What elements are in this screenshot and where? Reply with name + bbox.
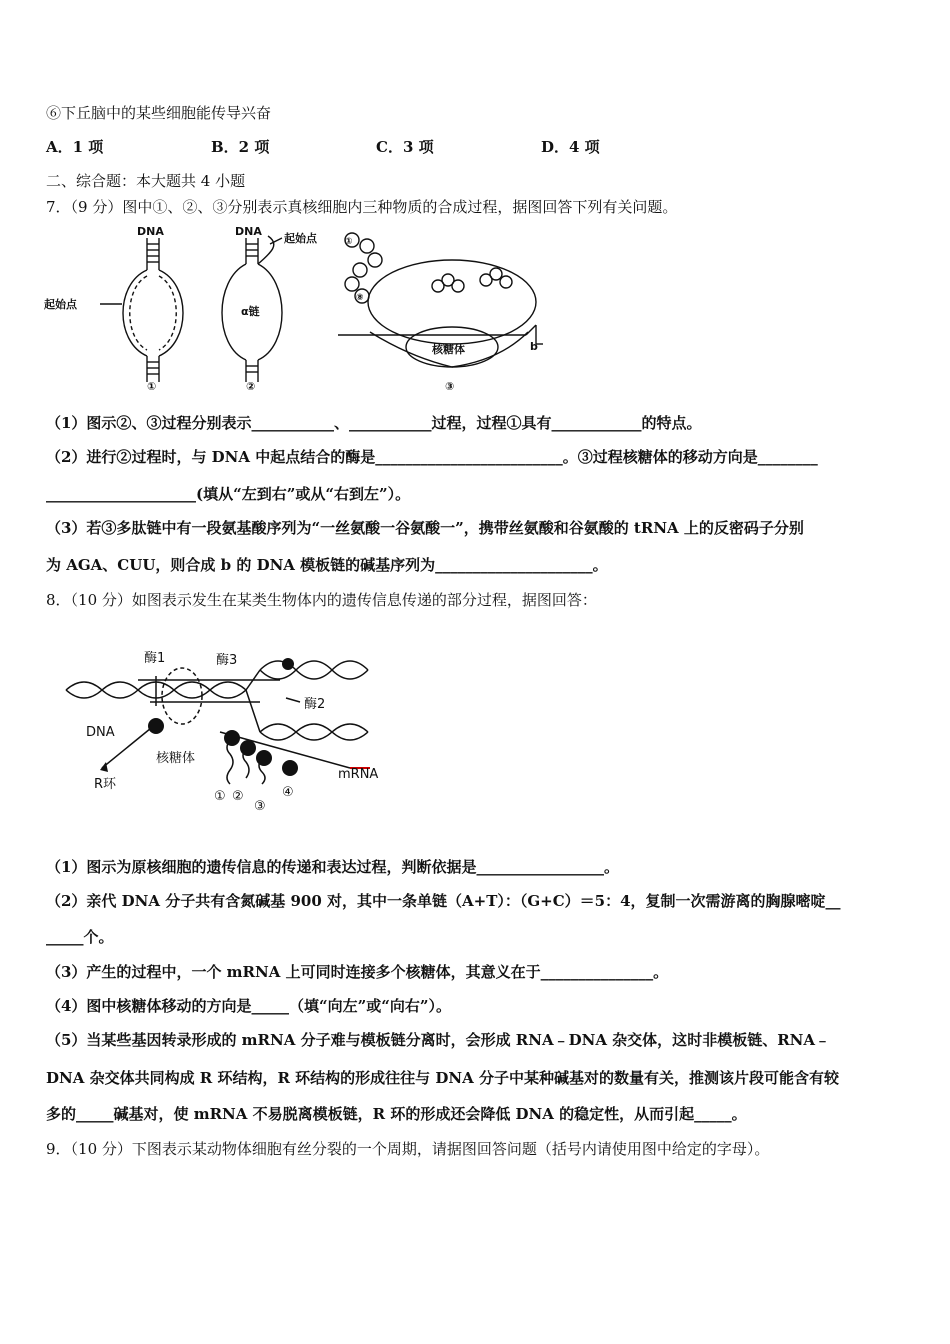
- option-a: A．1 项: [46, 138, 104, 156]
- prev-item: ⑥下丘脑中的某些细胞能传导兴奋: [46, 104, 272, 122]
- q8-s2b: _____个。: [46, 928, 114, 946]
- q8-enzyme1-label: 酶1: [144, 651, 166, 666]
- q7-s3a: （3）若③多肽链中有一段氨基酸序列为“一丝氨酸一谷氨酸一”，携带丝氨酸和谷氨酸的 tRNA 上的反密码子分别: [46, 519, 804, 537]
- q7-fig3-circle8: ⑧: [356, 293, 364, 303]
- q7-fig3-number: ③: [445, 380, 455, 392]
- q7-s2b: ____________________(填从“左到右”或从“右到左”）。: [46, 485, 411, 503]
- option-b: B．2 项: [211, 138, 270, 156]
- q7-fig2-alpha-label: α链: [241, 305, 260, 318]
- q8-s5b: DNA 杂交体共同构成 R 环结构，R 环结构的形成往往与 DNA 分子中某种碱基对的数量有关，推测该片段可能含有较: [46, 1069, 839, 1087]
- q7-fig3-b-label: b: [530, 340, 538, 353]
- q8-figure: [60, 640, 390, 820]
- q8-enzyme2-label: 酶2: [304, 697, 326, 712]
- q8-ribosome-label: 核糖体: [156, 751, 196, 766]
- q7-fig1-dna-label: DNA: [137, 225, 164, 238]
- option-d: D．4 项: [541, 138, 600, 156]
- q8-s4: （4）图中核糖体移动的方向是_____（填“向左”或“向右”）。: [46, 997, 451, 1015]
- q7-s2a: （2）进行②过程时，与 DNA 中起点结合的酶是_________________________。③过程核糖体的移动方向是________: [46, 448, 818, 466]
- q8-num3: ③: [254, 799, 266, 814]
- section-title: 二、综合题：本大题共 4 小题: [46, 172, 246, 190]
- q7-figure: [40, 222, 560, 392]
- q7-fig3-circle1: ①: [345, 237, 353, 247]
- q8-s1: （1）图示为原核细胞的遗传信息的传递和表达过程，判断依据是_________________。: [46, 858, 619, 876]
- q7-fig2-origin-label: 起始点: [284, 232, 317, 245]
- q8-mrna-label: mRNA: [338, 767, 379, 782]
- q8-enzyme3-label: 酶3: [216, 653, 238, 668]
- q7-s1: （1）图示②、③过程分别表示___________、___________过程，过程①具有____________的特点。: [46, 414, 702, 432]
- q8-num2: ②: [232, 789, 244, 804]
- q7-fig1-number: ①: [147, 380, 157, 392]
- q8-s2a: （2）亲代 DNA 分子共有含氮碱基 900 对，其中一条单链（A+T）：（G+C）＝5：4，复制一次需游离的胸腺嘧啶__: [46, 892, 841, 910]
- q8-stem: 8．（10 分）如图表示发生在某类生物体内的遗传信息传递的部分过程，据图回答：: [46, 591, 597, 609]
- q7-fig2-dna-label: DNA: [235, 225, 262, 238]
- q7-fig2-number: ②: [246, 380, 256, 392]
- q9-stem: 9．（10 分）下图表示某动物体细胞有丝分裂的一个周期，请据图回答问题（括号内请使用图中给定的字母）。: [46, 1140, 770, 1158]
- q8-rloop-label: R环: [94, 777, 117, 792]
- q7-fig1-origin-label: 起始点: [44, 298, 77, 311]
- q8-s5c: 多的_____碱基对，使 mRNA 不易脱离模板链，R 环的形成还会降低 DNA 的稳定性，从而引起_____。: [46, 1105, 747, 1123]
- q7-fig3-ribosome-label: 核糖体: [432, 343, 465, 356]
- q8-s5a: （5）当某些基因转录形成的 mRNA 分子难与模板链分离时，会形成 RNA﹣DNA 杂交体，这时非模板链、RNA﹣: [46, 1031, 831, 1049]
- q8-dna-label: DNA: [86, 725, 115, 740]
- q7-s3b: 为 AGA、CUU，则合成 b 的 DNA 模板链的碱基序列为_____________________。: [46, 556, 608, 574]
- q8-num4: ④: [282, 785, 294, 800]
- option-c: C．3 项: [376, 138, 434, 156]
- q7-stem: 7．（9 分）图中①、②、③分别表示真核细胞内三种物质的合成过程，据图回答下列有关问题。: [46, 198, 678, 216]
- q8-s3: （3）产生的过程中，一个 mRNA 上可同时连接多个核糖体，其意义在于_______________。: [46, 963, 669, 981]
- q8-num1: ①: [214, 789, 226, 804]
